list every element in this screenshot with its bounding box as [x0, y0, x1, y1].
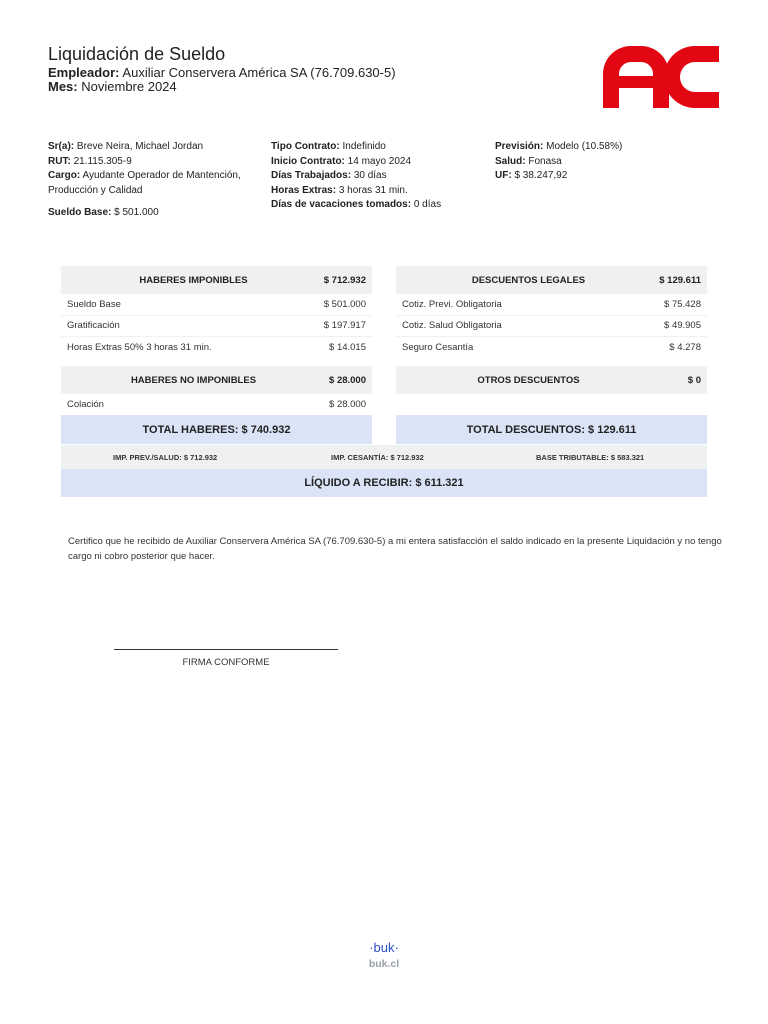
buk-logo: ·buk·	[369, 940, 399, 955]
info-cargo: Cargo: Ayudante Operador de Mantención, Producción y Calidad	[48, 170, 241, 196]
info-name: Sr(a): Breve Neira, Michael Jordan	[48, 141, 204, 152]
table-header: DESCUENTOS LEGALES $ 129.611	[396, 266, 707, 294]
table-header: HABERES NO IMPONIBLES $ 28.000	[61, 366, 372, 394]
employer-label: Empleador:	[48, 65, 120, 80]
info-tipo-contrato: Tipo Contrato: Indefinido	[271, 141, 386, 152]
info-rut: RUT: 21.115.305-9	[48, 155, 132, 167]
table-row: Cotiz. Salud Obligatoria $ 49.905	[396, 316, 707, 338]
info-salud: Salud: Fonasa	[495, 155, 562, 167]
signature-line	[114, 649, 338, 650]
info-prevision: Previsión: Modelo (10.58%)	[495, 141, 623, 152]
imponibles-bar	[61, 445, 707, 469]
total-haberes: TOTAL HABERES: $ 740.932	[61, 415, 372, 444]
certificate-text: Certifico que he recibido de Auxiliar Conservera América SA (76.709.630-5) a mi entera satisfacción el saldo indicado en la presente Liquidación y no tengo cargo ni cobro posterior que hacer.	[68, 536, 722, 562]
table-row: Horas Extras 50% 3 horas 31 min. $ 14.015	[67, 341, 366, 353]
month-line	[48, 79, 177, 94]
employee-info-col1	[48, 140, 253, 221]
liquido-a-recibir: LÍQUIDO A RECIBIR: $ 611.321	[61, 469, 707, 497]
imp-cesantia: IMP. CESANTÍA: $ 712.932	[331, 453, 424, 462]
table-header: OTROS DESCUENTOS $ 0	[396, 366, 707, 394]
employer-line	[48, 65, 396, 80]
month-label: Mes:	[48, 79, 78, 94]
info-dias-vacaciones: Días de vacaciones tomados: 0 días	[271, 199, 442, 210]
info-inicio-contrato: Inicio Contrato: 14 mayo 2024	[271, 155, 412, 167]
company-logo	[603, 46, 719, 108]
info-sueldo-base: Sueldo Base: $ 501.000	[48, 207, 159, 218]
table-row: Gratificación $ 197.917	[61, 316, 372, 338]
haberes-imponibles-table	[61, 266, 372, 358]
otros-descuentos-table	[396, 366, 707, 394]
buk-url: buk.cl	[368, 958, 400, 970]
month-value: Noviembre 2024	[81, 79, 177, 94]
haberes-no-imponibles-table	[61, 366, 372, 415]
info-horas-extras: Horas Extras: 3 horas 31 min.	[271, 184, 408, 196]
table-row: Colación $ 28.000	[67, 398, 366, 410]
page-title: Liquidación de Sueldo	[48, 44, 226, 64]
info-uf: UF: $ 38.247,92	[495, 170, 568, 181]
descuentos-legales-table	[396, 266, 707, 358]
table-row: Seguro Cesantía $ 4.278	[402, 341, 701, 353]
info-dias-trabajados: Días Trabajados: 30 días	[271, 170, 387, 181]
employee-info-col2	[271, 140, 481, 213]
table-row: Cotiz. Previ. Obligatoria $ 75.428	[396, 294, 707, 316]
employee-info-col3	[495, 140, 725, 184]
imp-prev-salud: IMP. PREV./SALUD: $ 712.932	[113, 453, 218, 462]
total-descuentos: TOTAL DESCUENTOS: $ 129.611	[396, 415, 707, 444]
table-header: HABERES IMPONIBLES $ 712.932	[61, 266, 372, 294]
employer-value: Auxiliar Conservera América SA (76.709.630-5)	[122, 65, 396, 80]
table-row: Sueldo Base $ 501.000	[61, 294, 372, 316]
base-tributable: BASE TRIBUTABLE: $ 583.321	[536, 453, 645, 462]
signature-label: FIRMA CONFORME	[182, 657, 270, 668]
